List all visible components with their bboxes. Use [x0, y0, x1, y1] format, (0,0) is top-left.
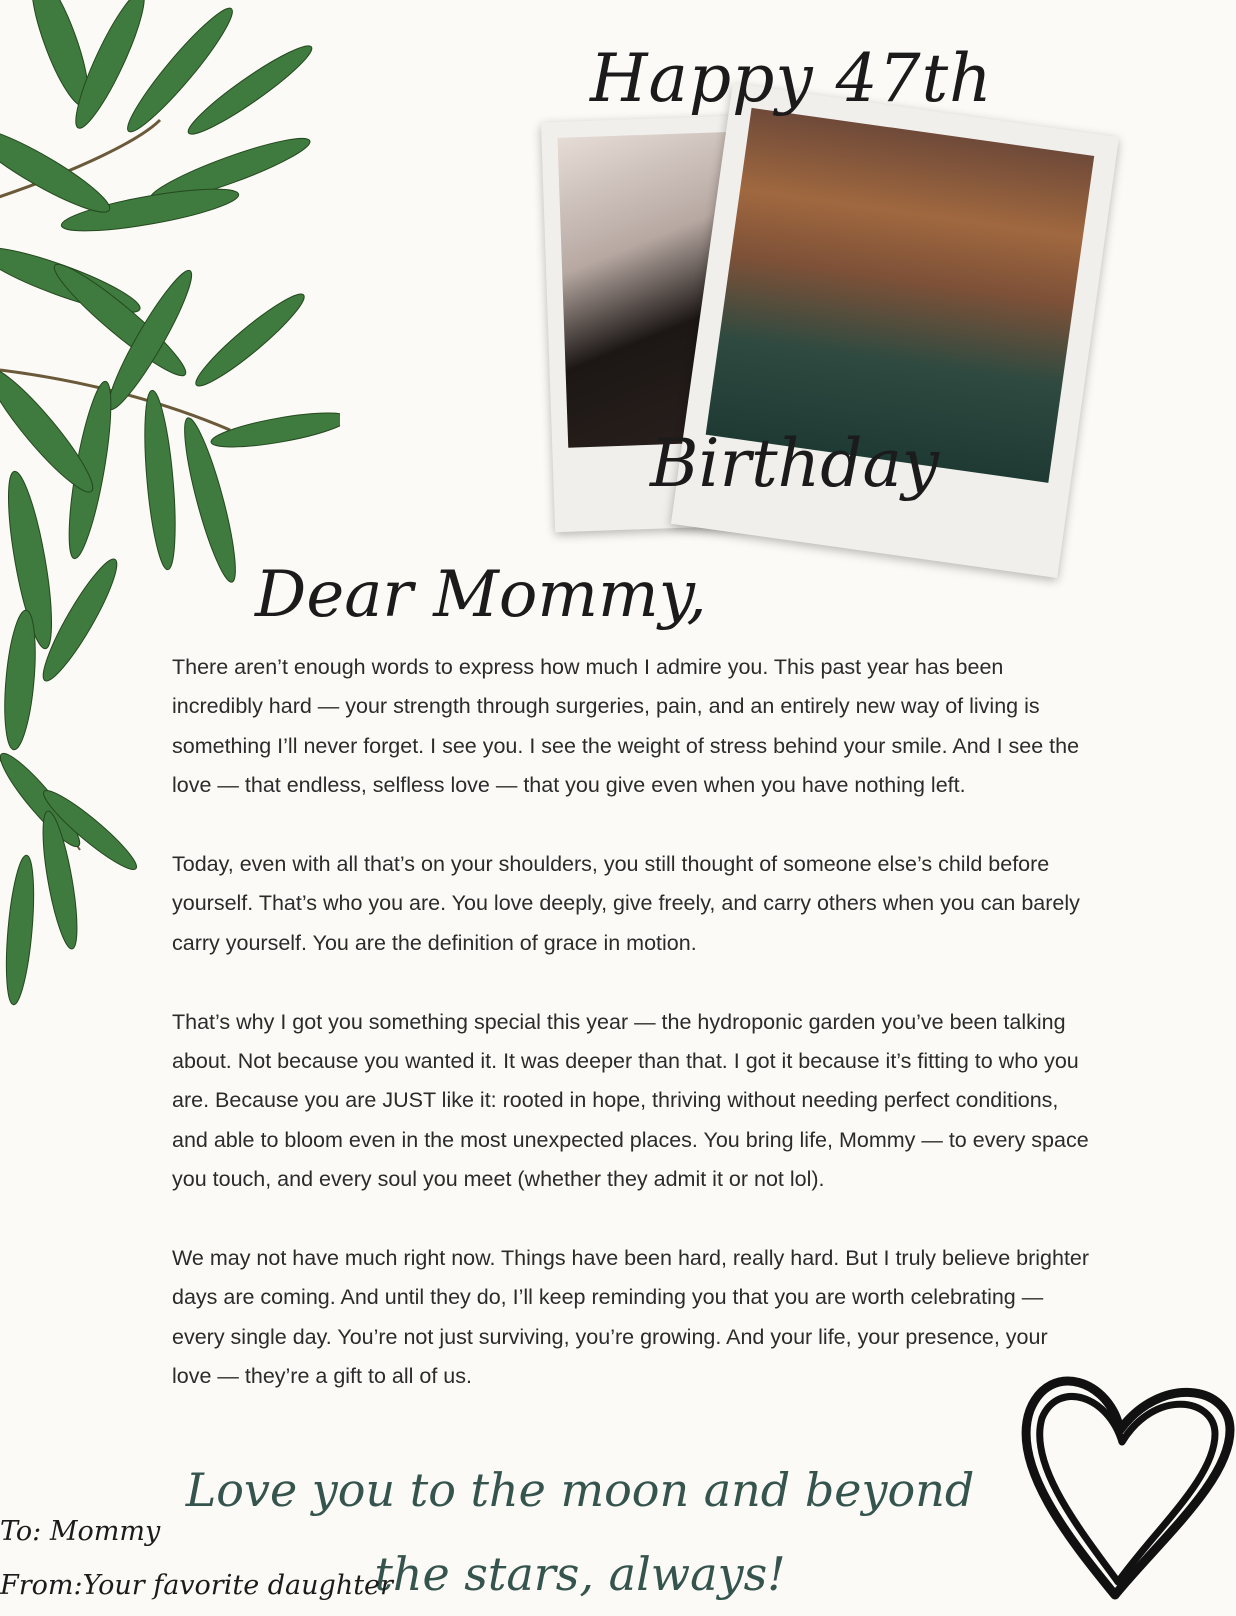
heart-icon [1010, 1370, 1236, 1600]
letter-paragraph-4: We may not have much right now. Things have been hard, really hard. But I truly believe brighter days are coming. And until they do, I’ll keep reminding you that you are worth celebrating — every single day. You’re not just surviving, you’re growing. And your life, your presence, your love — they’re a gift to all of us. [172, 1246, 1090, 1389]
title-happy: Happy 47th [590, 40, 993, 117]
letter-paragraph-3: That’s why I got you something special this year — the hydroponic garden you’ve been talking about. Not because you wanted it. It was deeper than that. I got it because it’s fitting to who you are. Because you are JUST like it: rooted in hope, thriving without needing perfect conditions, and able to bloom even in the most unexpected places. You bring life, Mommy — to every space you touch, and every soul you meet (whether they admit it or not lol). [172, 1009, 1089, 1192]
title-birthday: Birthday [650, 425, 940, 502]
to-line: To: Mommy [0, 1516, 161, 1547]
to-from-block [0, 1505, 393, 1613]
salutation: Dear Mommy, [255, 558, 707, 632]
letter-body [172, 648, 1092, 1436]
from-line: From:Your favorite daughter [0, 1570, 393, 1601]
closing-line: Love you to the moon and beyond the stars, always! [185, 1463, 975, 1601]
polaroid-right [671, 83, 1119, 578]
letter-paragraph-1: There aren’t enough words to express how much I admire you. This past year has been incredibly hard — your strength through surgeries, pain, and an entirely new way of living is something I’ll never forget. I see you. I see the weight of stress behind your smile. And I see the love — that endless, selfless love — that you give even when you have nothing left. [172, 655, 1080, 798]
letter-paragraph-2: Today, even with all that’s on your shoulders, you still thought of someone else’s child before yourself. That’s who you are. You love deeply, give freely, and carry others when you can barely carry yourself. You are the definition of grace in motion. [172, 852, 1080, 955]
